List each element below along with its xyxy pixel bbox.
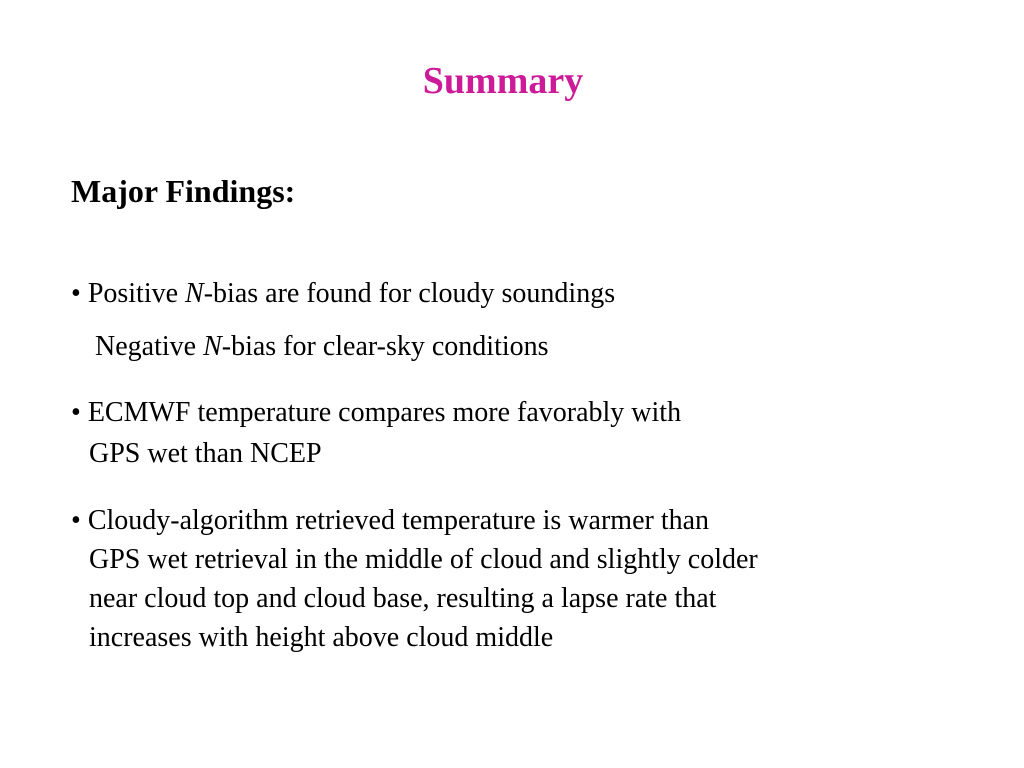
bullet-2-line-1 [71, 399, 681, 427]
section-heading: Major Findings: [71, 173, 296, 209]
bullet-1-line-2-italic: N [203, 331, 222, 362]
bullet-1-line-1 [71, 280, 615, 308]
bullet-marker: • [71, 397, 81, 428]
bullet-3-line-4: increases with height above cloud middle [89, 622, 554, 653]
bullet-1-italic: N [185, 278, 204, 309]
bullet-3-line-3: near cloud top and cloud base, resulting a lapse rate that [89, 583, 717, 614]
bullet-1-text-post: -bias are found for cloudy soundings [203, 278, 616, 309]
bullet-1-text-pre: Positive [87, 278, 186, 309]
bullet-2-text: ECMWF temperature compares more favorably with [87, 397, 682, 428]
bullet-1-line-2-post: -bias for clear-sky conditions [221, 331, 549, 362]
bullet-1-line-2 [95, 333, 549, 361]
bullet-3-text: Cloudy-algorithm retrieved temperature is warmer than [87, 505, 710, 536]
bullet-3-line-2: GPS wet retrieval in the middle of cloud and slightly colder [89, 544, 758, 575]
bullet-marker: • [71, 278, 81, 309]
bullet-2-line-2: GPS wet than NCEP [89, 438, 322, 469]
bullet-marker: • [71, 505, 81, 536]
bullet-3-line-1 [71, 507, 709, 535]
bullet-1-line-2-pre: Negative [95, 331, 204, 362]
slide-title: Summary [422, 60, 584, 102]
